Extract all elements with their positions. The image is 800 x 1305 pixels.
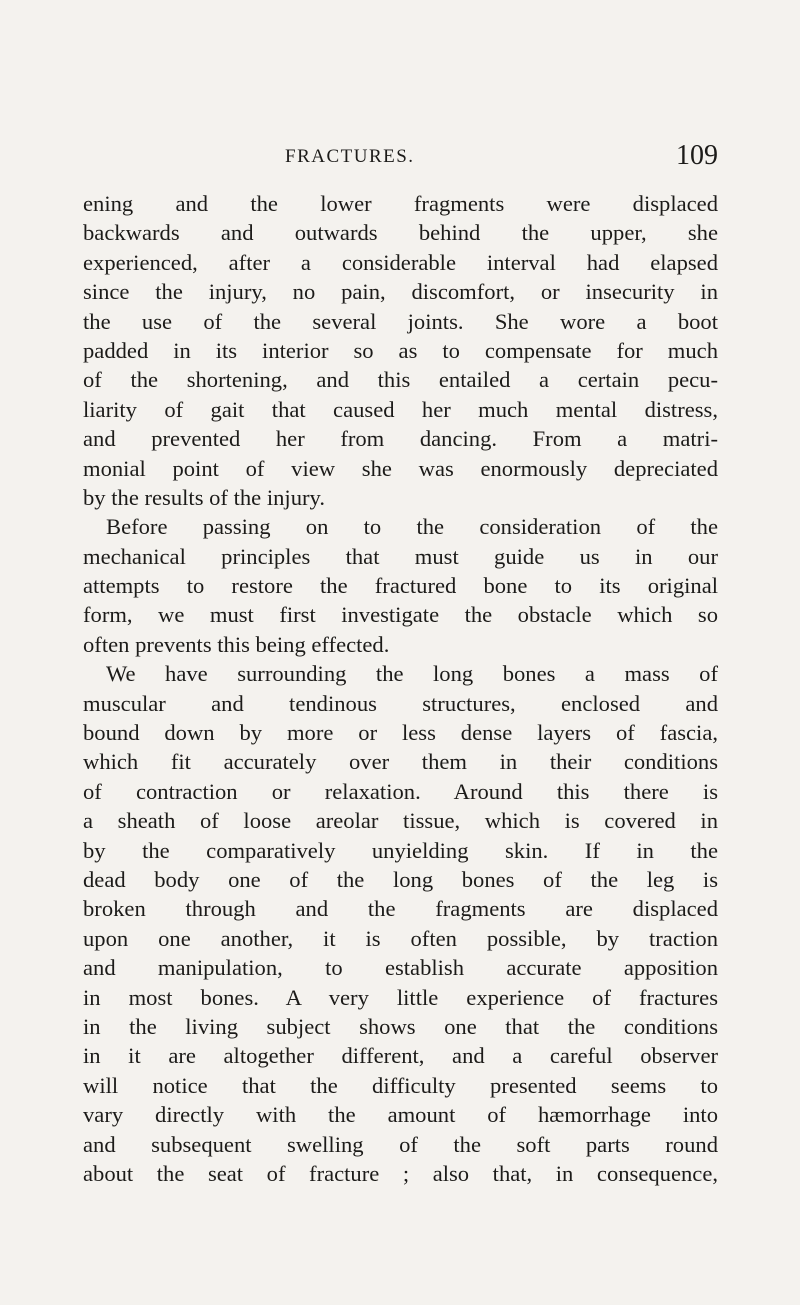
text-line: since the injury, no pain, discomfort, or insecurity in [83,279,718,305]
text-line: We have surrounding the long bones a mass of [106,661,718,687]
body-text [83,189,718,1188]
text-line: mechanical principles that must guide us in our [83,543,718,569]
text-line: of contraction or relaxation. Around this there is [83,778,718,804]
text-line: in most bones. A very little experience of fractures [83,984,718,1010]
text-line: dead body one of the long bones of the leg is [83,866,718,892]
text-line: of the shortening, and this entailed a certain pecu- [83,367,718,393]
text-line: padded in its interior so as to compensate for much [83,337,718,363]
text-line: a sheath of loose areolar tissue, which is covered in [83,808,718,834]
text-line: experienced, after a considerable interval had elapsed [83,249,718,275]
page-number: 109 [676,140,718,171]
text-line: liarity of gait that caused her much mental distress, [83,396,718,422]
running-title: FRACTURES. [285,146,415,167]
text-line: the use of the several joints. She wore a boot [83,308,718,334]
text-line: and manipulation, to establish accurate apposition [83,955,718,981]
text-line: will notice that the difficulty presented seems to [83,1072,718,1098]
text-line: monial point of view she was enormously depreciated [83,455,718,481]
text-line: which fit accurately over them in their conditions [83,749,718,775]
text-line: in the living subject shows one that the conditions [83,1013,718,1039]
text-line: bound down by more or less dense layers of fascia, [83,720,718,746]
text-line: form, we must first investigate the obstacle which so [83,602,718,628]
text-line: backwards and outwards behind the upper, she [83,220,718,246]
text-line: Before passing on to the consideration of the [106,514,718,540]
text-line: ening and the lower fragments were displaced [83,191,718,216]
running-head [83,140,718,180]
text-line: in it are altogether different, and a careful observer [83,1043,718,1069]
text-line: by the comparatively unyielding skin. If in the [83,837,718,863]
text-line: vary directly with the amount of hæmorrhage into [83,1102,718,1128]
text-line: about the seat of fracture ; also that, in consequence, [83,1160,718,1186]
text-line: muscular and tendinous structures, enclosed and [83,690,718,716]
text-line: often prevents this being effected. [83,631,390,657]
text-line: broken through and the fragments are displaced [83,896,718,922]
text-line: by the results of the injury. [83,484,325,510]
text-line: attempts to restore the fractured bone to its original [83,573,718,599]
text-line: and subsequent swelling of the soft parts round [83,1131,718,1157]
text-line: and prevented her from dancing. From a matri- [83,426,718,452]
text-line: upon one another, it is often possible, by traction [83,925,718,951]
